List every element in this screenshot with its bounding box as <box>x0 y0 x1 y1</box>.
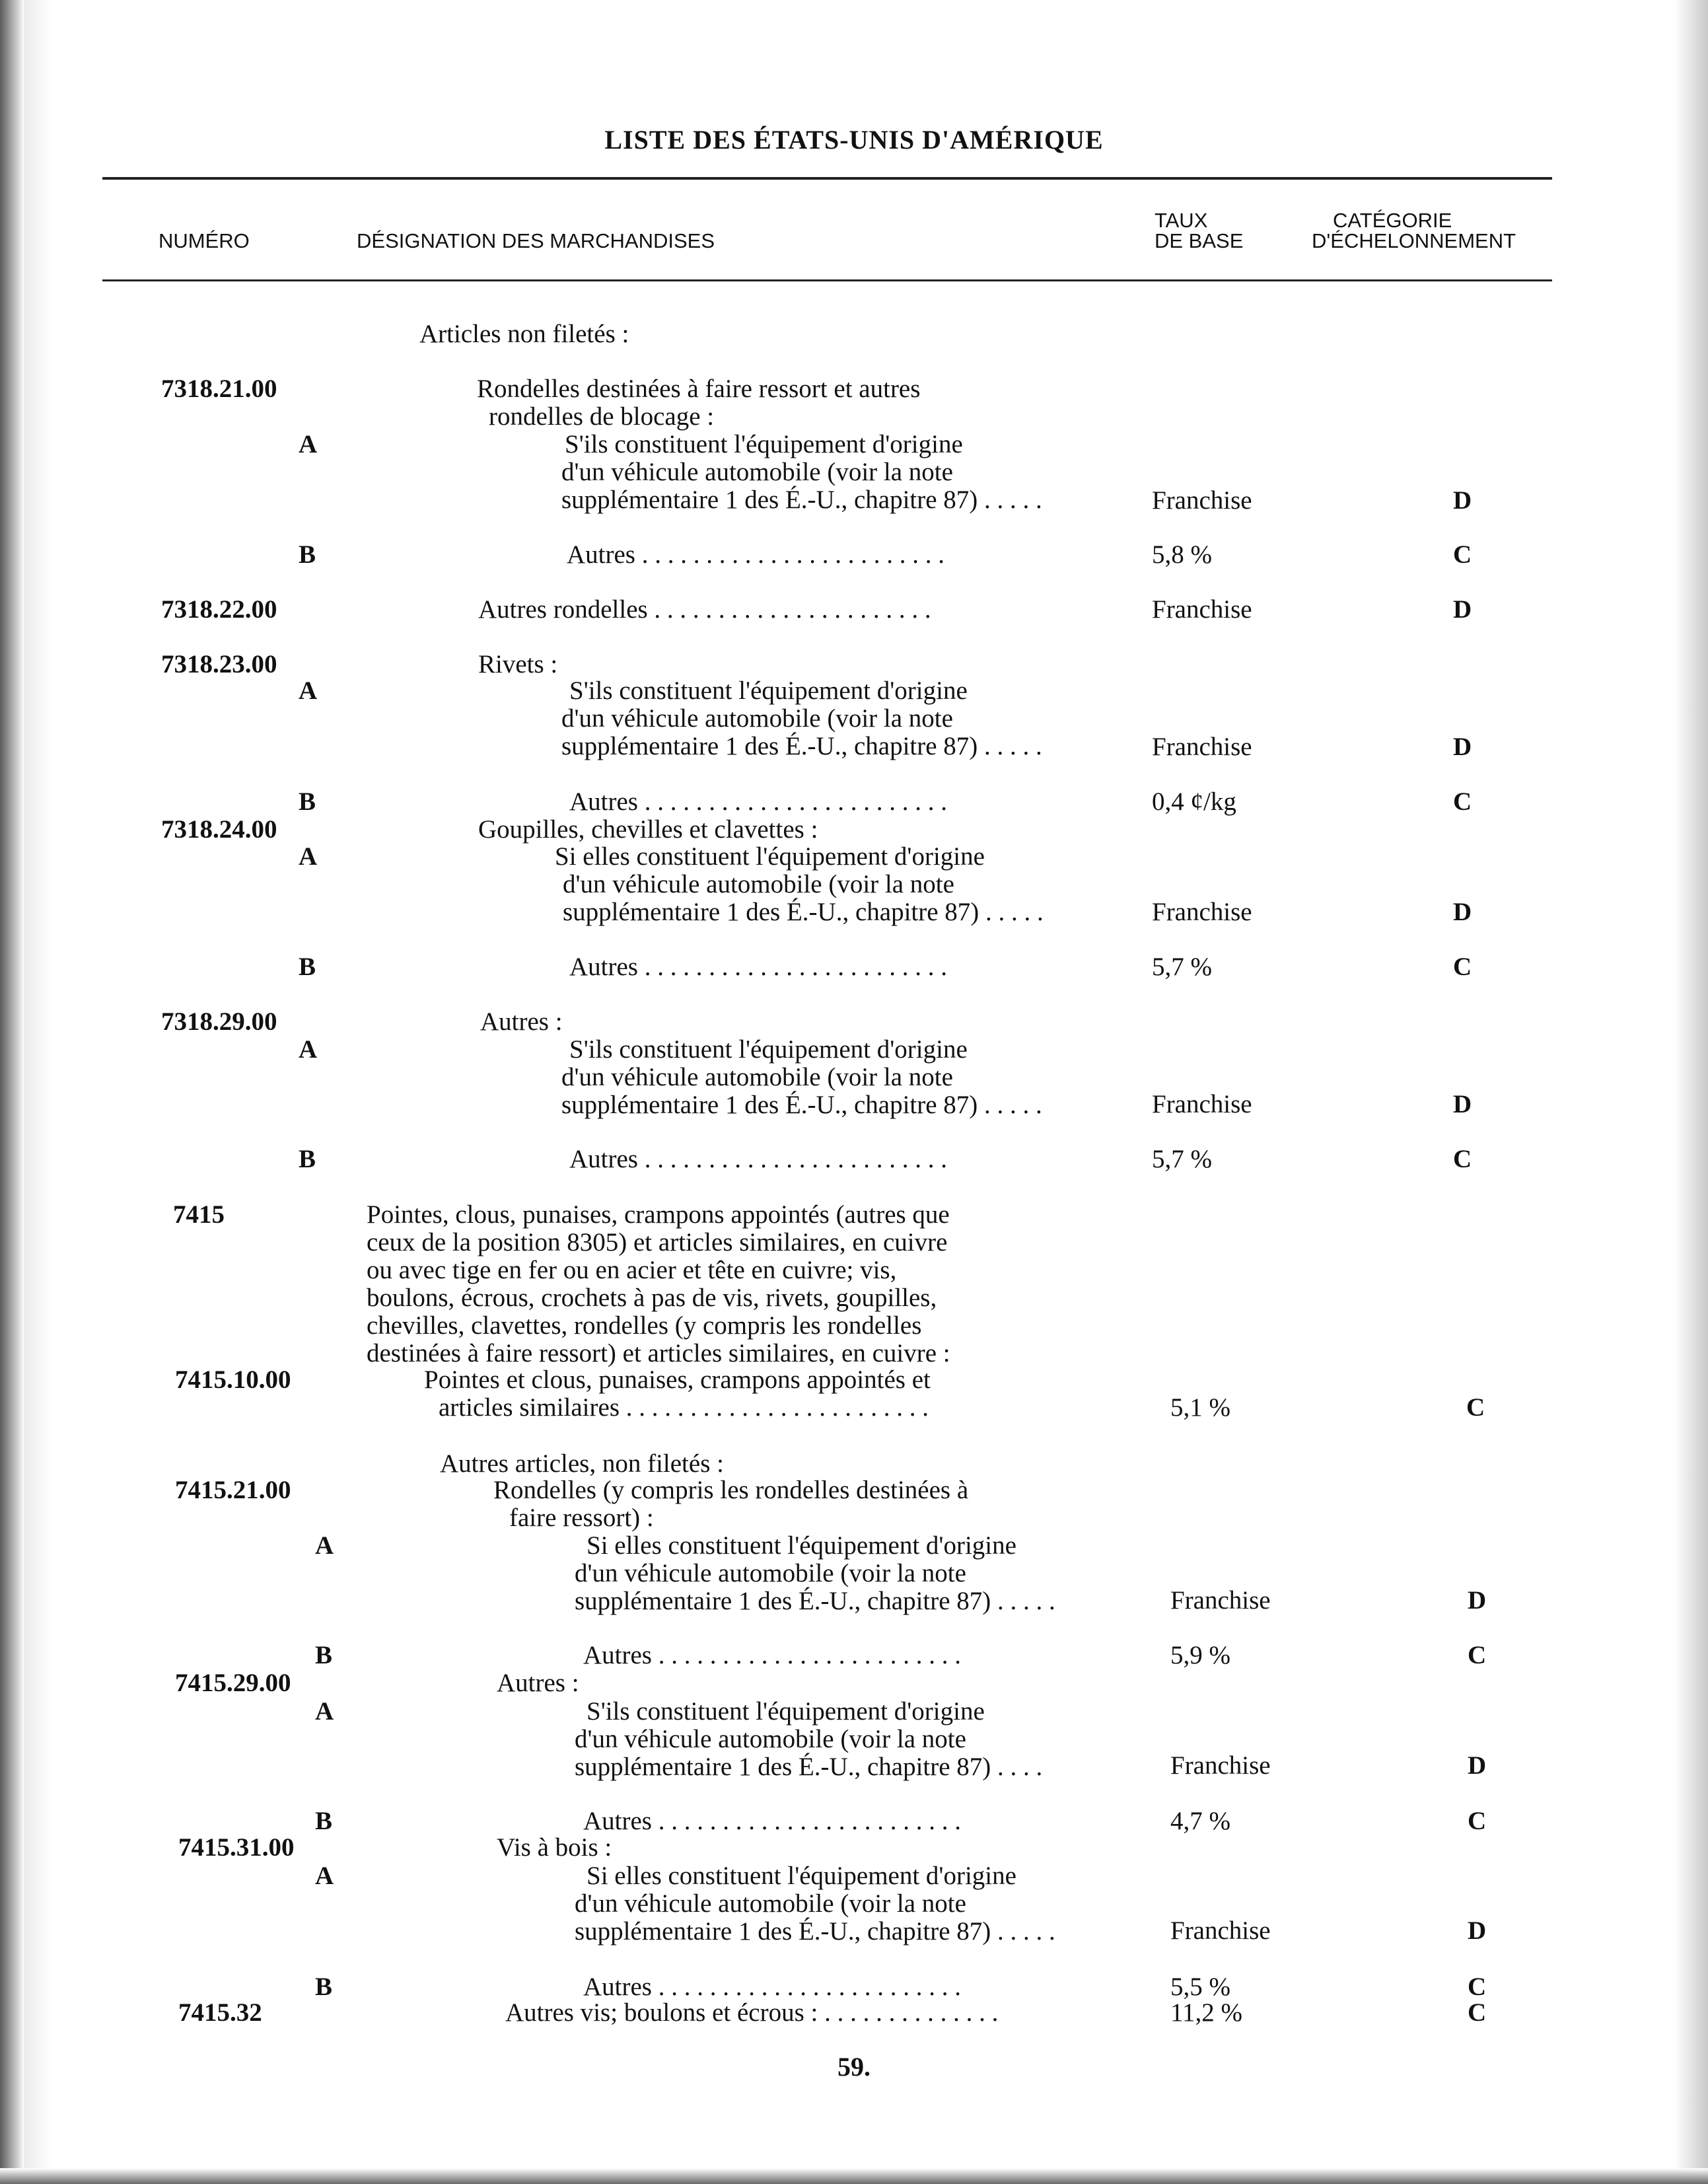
designation-text: boulons, écrous, crochets à pas de vis, rivets, goupilles, <box>367 1284 937 1312</box>
designation-text: supplémentaire 1 des É.-U., chapitre 87) . . . . . <box>575 1587 1055 1615</box>
header-taux-line2: DE BASE <box>1155 229 1244 252</box>
header-bottom-rule <box>102 279 1552 281</box>
designation-text: Rivets : <box>478 650 558 678</box>
designation-text: d'un véhicule automobile (voir la note <box>575 1725 966 1753</box>
designation-text: supplémentaire 1 des É.-U., chapitre 87) . . . . . <box>561 732 1042 760</box>
staging-category: D <box>1453 898 1472 926</box>
staging-category: D <box>1468 1586 1487 1615</box>
base-rate: Franchise <box>1152 733 1252 761</box>
designation-text: Rondelles destinées à faire ressort et autres <box>477 375 921 403</box>
staging-category: C <box>1453 787 1472 816</box>
designation-text: d'un véhicule automobile (voir la note <box>561 458 953 486</box>
heading-number: 7318.29.00 <box>161 1007 277 1036</box>
designation-text: articles similaires . . . . . . . . . . . . . . . . . . . . . . . . <box>439 1393 929 1422</box>
base-rate: Franchise <box>1152 898 1252 926</box>
staging-category: D <box>1453 1090 1472 1118</box>
designation-text: faire ressort) : <box>509 1504 654 1532</box>
designation-text: supplémentaire 1 des É.-U., chapitre 87) . . . . . <box>561 1091 1042 1119</box>
designation-text: Rondelles (y compris les rondelles destinées à <box>493 1476 969 1504</box>
designation-text: Articles non filetés : <box>419 320 629 348</box>
sub-item-letter: A <box>299 430 318 458</box>
designation-text: Autres vis; boulons et écrous : . . . . . . . . . . . . . . <box>505 1998 999 2027</box>
header-categorie-line1: CATÉGORIE <box>1333 209 1452 232</box>
designation-text: ou avec tige en fer ou en acier et tête en cuivre; vis, <box>367 1256 897 1284</box>
scan-border-left <box>0 0 24 2184</box>
staging-category: D <box>1453 595 1472 624</box>
base-rate: Franchise <box>1152 486 1252 515</box>
sub-item-letter: A <box>299 1035 318 1064</box>
base-rate: 11,2 % <box>1170 1998 1243 2027</box>
designation-text: Autres : <box>497 1669 579 1697</box>
sub-item-letter: A <box>299 842 318 871</box>
designation-text: Goupilles, chevilles et clavettes : <box>478 815 818 844</box>
base-rate: 4,7 % <box>1170 1807 1230 1835</box>
staging-category: D <box>1468 1751 1487 1780</box>
designation-text: Autres . . . . . . . . . . . . . . . . . . . . . . . . <box>583 1807 961 1835</box>
staging-category: C <box>1468 1641 1487 1669</box>
base-rate: Franchise <box>1152 595 1252 624</box>
heading-number: 7318.23.00 <box>161 650 277 678</box>
heading-number: 7415.29.00 <box>175 1669 291 1697</box>
designation-text: Pointes et clous, punaises, crampons appointés et <box>424 1365 931 1394</box>
designation-text: Autres articles, non filetés : <box>440 1449 724 1478</box>
sub-item-letter: B <box>315 1807 333 1835</box>
sub-item-letter: A <box>315 1697 334 1726</box>
heading-number: 7415.21.00 <box>175 1476 291 1504</box>
staging-category: C <box>1453 1145 1472 1173</box>
page-number: 59. <box>837 2052 871 2082</box>
designation-text: Autres . . . . . . . . . . . . . . . . . . . . . . . . <box>569 1145 947 1173</box>
designation-text: S'ils constituent l'équipement d'origine <box>587 1697 985 1726</box>
designation-text: d'un véhicule automobile (voir la note <box>561 704 953 733</box>
designation-text: ceux de la position 8305) et articles similaires, en cuivre <box>367 1228 948 1256</box>
staging-category: C <box>1468 1998 1487 2027</box>
base-rate: Franchise <box>1170 1586 1271 1615</box>
designation-text: Autres . . . . . . . . . . . . . . . . . . . . . . . . <box>569 953 947 981</box>
header-top-rule <box>102 177 1552 180</box>
sub-item-letter: B <box>315 1973 333 2001</box>
designation-text: d'un véhicule automobile (voir la note <box>561 1063 953 1091</box>
staging-category: D <box>1468 1916 1487 1945</box>
sub-item-letter: B <box>299 540 316 569</box>
heading-number: 7415.10.00 <box>175 1365 291 1394</box>
designation-text: Autres rondelles . . . . . . . . . . . . . . . . . . . . . . <box>478 595 931 624</box>
sub-item-letter: B <box>299 953 316 981</box>
sub-item-letter: B <box>299 787 316 816</box>
base-rate: 5,7 % <box>1152 1145 1212 1173</box>
staging-category: C <box>1468 1807 1487 1835</box>
staging-category: C <box>1453 540 1472 569</box>
staging-category: D <box>1453 733 1472 761</box>
designation-text: d'un véhicule automobile (voir la note <box>575 1559 966 1587</box>
designation-text: supplémentaire 1 des É.-U., chapitre 87) . . . . . <box>563 898 1044 926</box>
designation-text: Autres . . . . . . . . . . . . . . . . . . . . . . . . <box>567 540 944 569</box>
designation-text: Autres . . . . . . . . . . . . . . . . . . . . . . . . <box>569 787 947 816</box>
base-rate: 0,4 ¢/kg <box>1152 787 1236 816</box>
staging-category: C <box>1466 1393 1485 1422</box>
scan-border-left-fade <box>24 0 53 2184</box>
sub-item-letter: B <box>315 1641 333 1669</box>
designation-text: Si elles constituent l'équipement d'origine <box>587 1862 1016 1890</box>
designation-text: Si elles constituent l'équipement d'origine <box>587 1531 1016 1560</box>
designation-text: d'un véhicule automobile (voir la note <box>563 870 954 898</box>
designation-text: rondelles de blocage : <box>489 402 715 431</box>
base-rate: 5,5 % <box>1170 1973 1230 2001</box>
scan-border-right <box>1675 0 1708 2184</box>
heading-number: 7415.31.00 <box>178 1833 295 1862</box>
staging-category: D <box>1453 486 1472 515</box>
sub-item-letter: A <box>299 676 318 705</box>
designation-text: Autres : <box>480 1007 563 1036</box>
designation-text: S'ils constituent l'équipement d'origine <box>569 676 968 705</box>
designation-text: supplémentaire 1 des É.-U., chapitre 87) . . . . . <box>575 1917 1055 1946</box>
designation-text: Si elles constituent l'équipement d'origine <box>555 842 985 871</box>
sub-item-letter: B <box>299 1145 316 1173</box>
sub-item-letter: A <box>315 1862 334 1890</box>
base-rate: 5,7 % <box>1152 953 1212 981</box>
header-taux-line1: TAUX <box>1155 209 1208 232</box>
heading-number: 7318.21.00 <box>161 375 277 403</box>
base-rate: Franchise <box>1170 1751 1271 1780</box>
heading-number: 7415 <box>173 1200 225 1229</box>
base-rate: 5,8 % <box>1152 540 1212 569</box>
base-rate: 5,9 % <box>1170 1641 1230 1669</box>
base-rate: 5,1 % <box>1170 1393 1230 1422</box>
staging-category: C <box>1453 953 1472 981</box>
designation-text: chevilles, clavettes, rondelles (y compris les rondelles <box>367 1311 922 1340</box>
base-rate: Franchise <box>1152 1090 1252 1118</box>
designation-text: destinées à faire ressort) et articles similaires, en cuivre : <box>367 1339 950 1367</box>
designation-text: supplémentaire 1 des É.-U., chapitre 87) . . . . . <box>561 486 1042 514</box>
base-rate: Franchise <box>1170 1916 1271 1945</box>
header-designation: DÉSIGNATION DES MARCHANDISES <box>357 229 715 252</box>
header-categorie-line2: D'ÉCHELONNEMENT <box>1312 229 1516 252</box>
designation-text: Pointes, clous, punaises, crampons appointés (autres que <box>367 1200 950 1229</box>
designation-text: Autres . . . . . . . . . . . . . . . . . . . . . . . . <box>583 1641 961 1669</box>
designation-text: S'ils constituent l'équipement d'origine <box>569 1035 968 1064</box>
designation-text: supplémentaire 1 des É.-U., chapitre 87) . . . . <box>575 1753 1043 1781</box>
designation-text: S'ils constituent l'équipement d'origine <box>565 430 963 458</box>
staging-category: C <box>1468 1973 1487 2001</box>
designation-text: Vis à bois : <box>497 1833 612 1862</box>
heading-number: 7318.22.00 <box>161 595 277 624</box>
page-title: LISTE DES ÉTATS-UNIS D'AMÉRIQUE <box>604 125 1104 155</box>
designation-text: d'un véhicule automobile (voir la note <box>575 1889 966 1918</box>
heading-number: 7318.24.00 <box>161 815 277 844</box>
header-numero: NUMÉRO <box>159 229 250 252</box>
scan-border-bottom <box>0 2168 1708 2184</box>
sub-item-letter: A <box>315 1531 334 1560</box>
heading-number: 7415.32 <box>178 1998 262 2027</box>
designation-text: Autres . . . . . . . . . . . . . . . . . . . . . . . . <box>583 1973 961 2001</box>
